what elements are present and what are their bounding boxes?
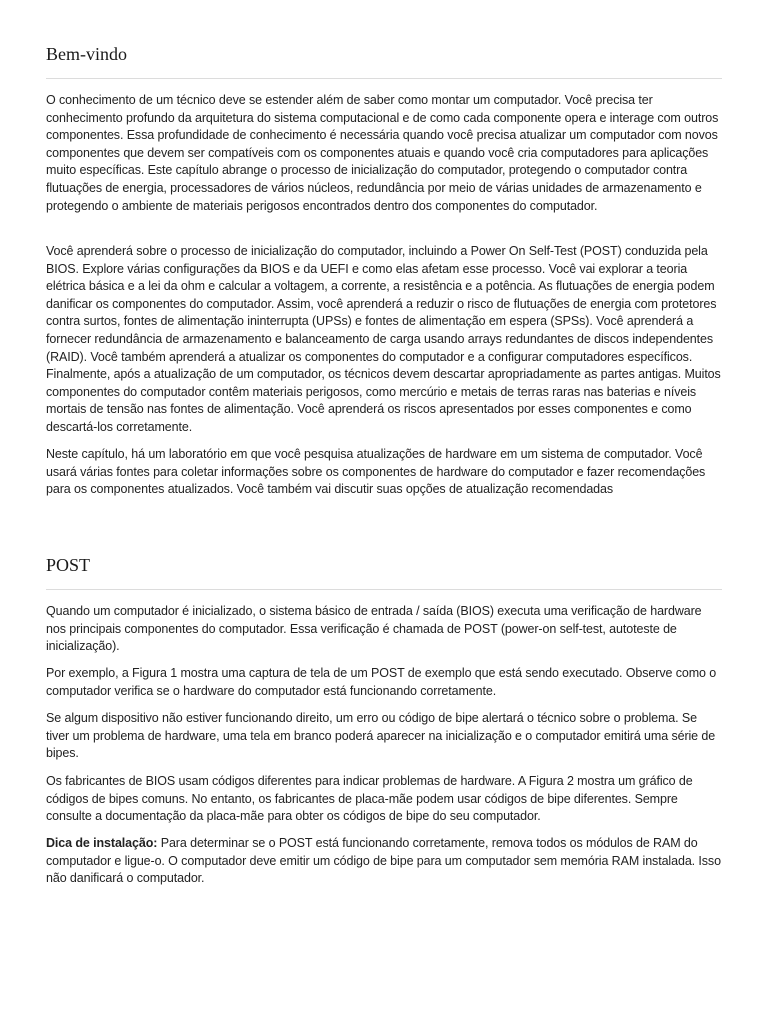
- paragraph: Quando um computador é inicializado, o sistema básico de entrada / saída (BIOS) executa uma verificação de hardware nos principais componentes do computador. Essa verificação é chamada de POST (power-on self-test, autoteste de inicialização).: [46, 604, 702, 654]
- paragraph: Se algum dispositivo não estiver funcionando direito, um erro ou código de bipe alertará o técnico sobre o problema. Se tiver um problema de hardware, uma tela em branco poderá aparecer na inicialização e o computador emitirá uma série de bipes.: [46, 711, 716, 761]
- tip-label: Dica de instalação:: [46, 836, 158, 850]
- installation-tip: [46, 835, 722, 888]
- section-divider: [46, 78, 722, 79]
- paragraph: O conhecimento de um técnico deve se estender além de saber como montar um computador. Você precisa ter conhecimento profundo da arquitetura do sistema computacional e de como cada componente opera e interage com outros componentes. Essa profundidade de conhecimento é necessária quando você precisa atualizar um computador com novos componentes que devem ser compatíveis com os componentes atuais e quando você cria computadores para aplicações muito específicas. Este capítulo abrange o processo de inicialização do computador, protegendo o computador contra flutuações de energia, processadores de vários núcleos, redundância por meio de várias unidades de armazenamento e protegendo o ambiente de materiais perigosos encontrados dentro dos componentes do computador.: [46, 93, 719, 213]
- paragraph: Por exemplo, a Figura 1 mostra uma captura de tela de um POST de exemplo que está sendo executado. Observe como o computador verifica se o hardware do computador está funcionando corretamente.: [46, 666, 717, 698]
- paragraph: Neste capítulo, há um laboratório em que você pesquisa atualizações de hardware em um sistema de computador. Você usará várias fontes para coletar informações sobre os componentes de hardware do computador e fazer recomendações para os componentes atualizados. Você também vai discutir suas opções de atualização recomendadas: [46, 447, 706, 497]
- paragraph: Os fabricantes de BIOS usam códigos diferentes para indicar problemas de hardware. A Figura 2 mostra um gráfico de códigos de bipes comuns. No entanto, os fabricantes de placa-mãe podem usar códigos de bipe diferentes. Sempre consulte a documentação da placa-mãe para obter os códigos de bipe do seu computador.: [46, 774, 693, 824]
- section-heading-bem-vindo: Bem-vindo: [46, 44, 127, 64]
- section-divider: [46, 589, 722, 590]
- paragraph: Você aprenderá sobre o processo de inicialização do computador, incluindo a Power On Self-Test (POST) conduzida pela BIOS. Explore várias configurações da BIOS e da UEFI e como elas afetam esse processo. Você vai explorar a teoria elétrica básica e a lei da ohm e calcular a voltagem, a corrente, a resistência e a potência. As flutuações de energia podem danificar os componentes do computador. Assim, você aprenderá a reduzir o risco de flutuações de energia com protetores contra surtos, fontes de alimentação ininterrupta (UPSs) e fontes de alimentação em espera (SPSs). Você aprenderá a fornecer redundância de armazenamento e balanceamento de carga usando arrays redundantes de discos independentes (RAID). Você também aprenderá a atualizar os componentes do computador e a configurar computadores específicos. Finalmente, após a atualização de um computador, os técnicos devem descartar apropriadamente as partes antigas. Muitos componentes do computador contêm materiais perigosos, como mercúrio e metais de terras raras nas baterias e níveis mortais de tensão nas fontes de alimentação. Você aprenderá os riscos apresentados por esses componentes e como descartá-los corretamente.: [46, 244, 721, 434]
- section-heading-post: POST: [46, 555, 91, 575]
- tip-text: Para determinar se o POST está funcionando corretamente, remova todos os módulos de RAM do computador e ligue-o. O computador deve emitir um código de bipe para um computador sem memória RAM instalada. Isso não danificará o computador.: [46, 836, 721, 886]
